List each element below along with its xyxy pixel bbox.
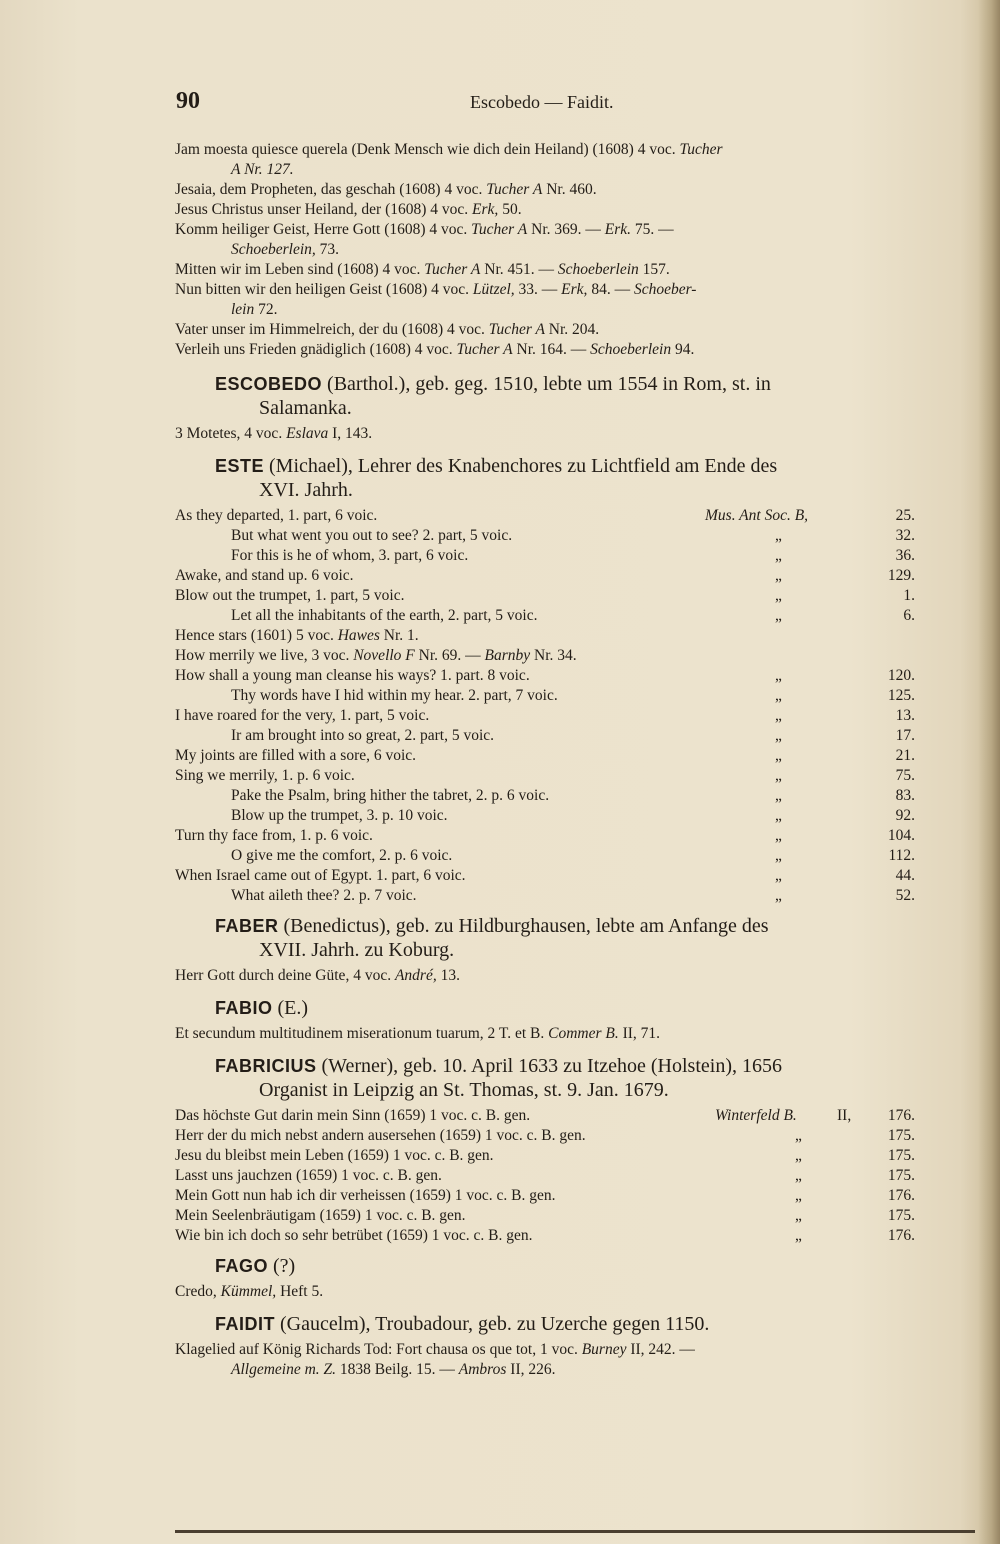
source: Erk, xyxy=(472,201,499,218)
reference: 157. xyxy=(638,261,670,278)
work-title: Et secundum multitudinem miserationum tuarum, 2 T. et B. xyxy=(175,1025,549,1042)
list-item xyxy=(175,1282,915,1302)
source: Schoeberlein, xyxy=(231,241,316,258)
list-item xyxy=(175,1206,915,1226)
source: Hawes xyxy=(337,627,380,644)
source: Mus. Ant Soc. B, xyxy=(705,507,809,524)
source: Tucher xyxy=(679,141,723,158)
reference: 33. — xyxy=(514,281,562,298)
ditto-mark: „ xyxy=(795,1147,802,1164)
entry-heading-faidit xyxy=(175,1312,915,1336)
work-title: Mein Gott nun hab ich dir verheissen (1659) 1 voc. c. B. gen. xyxy=(175,1187,556,1204)
ditto-mark: „ xyxy=(775,547,782,564)
composer-name: FAIDIT xyxy=(215,1314,275,1334)
ditto-mark: „ xyxy=(775,727,782,744)
composer-name: FABIO xyxy=(215,998,273,1018)
work-title: Das höchste Gut darin mein Sinn (1659) 1 voc. c. B. gen. xyxy=(175,1107,531,1124)
reference: 94. xyxy=(671,341,695,358)
list-item-continuation xyxy=(175,240,915,260)
list-item xyxy=(175,220,915,240)
composer-description: (Gaucelm), Troubadour, geb. zu Uzerche gegen 1150. xyxy=(275,1313,710,1335)
list-item xyxy=(175,786,915,806)
list-item xyxy=(175,424,915,444)
reference: 84. — xyxy=(587,281,634,298)
reference: Nr. 1. xyxy=(379,627,419,644)
list-item xyxy=(175,686,915,706)
work-title: 3 Motetes, 4 voc. xyxy=(175,425,287,442)
source: Schoeber- xyxy=(633,281,697,298)
page-reference: 92. xyxy=(895,807,915,824)
list-item xyxy=(175,140,915,160)
ditto-mark: „ xyxy=(775,567,782,584)
list-item xyxy=(175,626,915,646)
page-reference: 175. xyxy=(887,1127,915,1144)
list-item xyxy=(175,866,915,886)
composer-description: (E.) xyxy=(272,997,309,1019)
work-title: Herr der du mich nebst andern ausersehen (1659) 1 voc. c. B. gen. xyxy=(175,1127,586,1144)
list-item xyxy=(175,566,915,586)
page-reference: 32. xyxy=(895,527,915,544)
source: Erk. xyxy=(604,221,632,238)
intro-list xyxy=(175,140,915,360)
composer-name: FAGO xyxy=(215,1256,269,1276)
bottom-rule xyxy=(175,1530,975,1533)
source: Tucher A xyxy=(424,261,481,278)
ditto-mark: „ xyxy=(775,687,782,704)
page-reference: 52. xyxy=(895,887,915,904)
reference: 75. — xyxy=(631,221,674,238)
composer-name: FABRICIUS xyxy=(215,1056,317,1076)
work-title: Sing we merrily, 1. p. 6 voic. xyxy=(175,767,355,784)
reference: 50. xyxy=(498,201,522,218)
reference: II, 226. xyxy=(506,1361,556,1378)
page-reference: 17. xyxy=(895,727,915,744)
source: Tucher A xyxy=(488,321,545,338)
reference: 73. xyxy=(315,241,340,258)
reference: Nr. 204. xyxy=(544,321,600,338)
running-head xyxy=(0,88,1000,118)
work-title: Jesus Christus unser Heiland, der (1608) 4 voc. xyxy=(175,201,473,218)
composer-name: FABER xyxy=(215,916,279,936)
composer-description-continued: XVII. Jahrh. zu Koburg. xyxy=(259,939,455,961)
list-item xyxy=(175,766,915,786)
reference: Nr. 369. — xyxy=(527,221,605,238)
page-reference: 104. xyxy=(887,827,915,844)
page-reference: 175. xyxy=(887,1167,915,1184)
work-title: Let all the inhabitants of the earth, 2. part, 5 voic. xyxy=(231,607,538,624)
work-title: As they departed, 1. part, 6 voic. xyxy=(175,507,378,524)
work-title: Jam moesta quiesce querela (Denk Mensch wie dich dein Heiland) (1608) 4 voc. xyxy=(175,141,680,158)
list-item xyxy=(175,506,915,526)
page-reference: 75. xyxy=(895,767,915,784)
work-title: My joints are filled with a sore, 6 voic. xyxy=(175,747,417,764)
work-title: How merrily we live, 3 voc. xyxy=(175,647,354,664)
list-item xyxy=(175,1106,915,1126)
composer-description-continued: Organist in Leipzig an St. Thomas, st. 9. Jan. 1679. xyxy=(259,1079,669,1101)
ditto-mark: „ xyxy=(775,847,782,864)
ditto-mark: „ xyxy=(795,1227,802,1244)
ditto-mark: „ xyxy=(775,747,782,764)
work-title: Lasst uns jauchzen (1659) 1 voc. c. B. gen. xyxy=(175,1167,442,1184)
list-item xyxy=(175,826,915,846)
volume: II, xyxy=(837,1107,852,1124)
source: lein xyxy=(231,301,255,318)
composer-name: ESTE xyxy=(215,456,265,476)
page-reference: 175. xyxy=(887,1207,915,1224)
work-title: Pake the Psalm, bring hither the tabret, 2. p. 6 voic. xyxy=(231,787,550,804)
work-title: Verleih uns Frieden gnädiglich (1608) 4 voc. xyxy=(175,341,457,358)
ditto-mark: „ xyxy=(775,527,782,544)
entry-heading-faber xyxy=(175,914,915,962)
ditto-mark: „ xyxy=(775,587,782,604)
work-title: Jesu du bleibst mein Leben (1659) 1 voc. c. B. gen. xyxy=(175,1147,494,1164)
work-title: O give me the comfort, 2. p. 6 voic. xyxy=(231,847,453,864)
entry-heading-fago xyxy=(175,1254,915,1278)
source: Novello F xyxy=(353,647,415,664)
ditto-mark: „ xyxy=(775,807,782,824)
work-title: Wie bin ich doch so sehr betrübet (1659) 1 voc. c. B. gen. xyxy=(175,1227,533,1244)
source: Schoeberlein xyxy=(590,341,672,358)
page-number: 90 xyxy=(176,88,200,114)
reference: Nr. 34. xyxy=(530,647,577,664)
list-item xyxy=(175,1226,915,1246)
reference: Nr. 451. — xyxy=(480,261,558,278)
work-title: But what went you out to see? 2. part, 5 voic. xyxy=(231,527,513,544)
work-title: Komm heiliger Geist, Herre Gott (1608) 4 voc. xyxy=(175,221,472,238)
list-item xyxy=(175,526,915,546)
source: Tucher A xyxy=(486,181,543,198)
entry-heading-fabio xyxy=(175,996,915,1020)
page-content xyxy=(175,140,915,1380)
ditto-mark: „ xyxy=(775,827,782,844)
work-title: Klagelied auf König Richards Tod: Fort chausa os que tot, 1 voc. xyxy=(175,1341,582,1358)
list-item xyxy=(175,886,915,906)
work-title: Turn thy face from, 1. p. 6 voic. xyxy=(175,827,373,844)
este-works-list xyxy=(175,506,915,906)
list-item xyxy=(175,280,915,300)
list-item xyxy=(175,726,915,746)
reference: II, 242. — xyxy=(626,1341,695,1358)
list-item xyxy=(175,180,915,200)
work-title: Mitten wir im Leben sind (1608) 4 voc. xyxy=(175,261,425,278)
source: Tucher A xyxy=(471,221,528,238)
composer-description-continued: XVI. Jahrh. xyxy=(259,479,353,501)
reference: Heft 5. xyxy=(276,1283,324,1300)
reference: II, 71. xyxy=(618,1025,661,1042)
ditto-mark: „ xyxy=(795,1167,802,1184)
reference: 72. xyxy=(254,301,278,318)
ditto-mark: „ xyxy=(775,767,782,784)
ditto-mark: „ xyxy=(775,887,782,904)
page-reference: 44. xyxy=(895,867,915,884)
list-item xyxy=(175,340,915,360)
list-item xyxy=(175,260,915,280)
ditto-mark: „ xyxy=(795,1207,802,1224)
list-item xyxy=(175,1186,915,1206)
ditto-mark: „ xyxy=(775,607,782,624)
composer-description: (Benedictus), geb. zu Hildburghausen, lebte am Anfange des xyxy=(278,915,769,937)
list-item xyxy=(175,1126,915,1146)
page-reference: 176. xyxy=(887,1107,915,1124)
list-item-continuation xyxy=(175,300,915,320)
list-item xyxy=(175,586,915,606)
page-reference: 36. xyxy=(895,547,915,564)
page-reference: 21. xyxy=(895,747,915,764)
reference: I, 143. xyxy=(328,425,373,442)
entry-heading-este xyxy=(175,454,915,502)
list-item xyxy=(175,846,915,866)
page-reference: 129. xyxy=(887,567,915,584)
source: Allgemeine m. Z. xyxy=(231,1361,337,1378)
page-reference: 1. xyxy=(903,587,915,604)
reference: Nr. 69. — xyxy=(414,647,485,664)
source: Burney xyxy=(581,1341,627,1358)
work-title: Vater unser im Himmelreich, der du (1608) 4 voc. xyxy=(175,321,489,338)
composer-name: ESCOBEDO xyxy=(215,374,323,394)
page-reference: 13. xyxy=(895,707,915,724)
work-title: For this is he of whom, 3. part, 6 voic. xyxy=(231,547,469,564)
composer-description-continued: Salamanka. xyxy=(259,397,352,419)
work-title: Jesaia, dem Propheten, das geschah (1608) 4 voc. xyxy=(175,181,487,198)
page-reference: 6. xyxy=(903,607,915,624)
composer-description: (Barthol.), geb. geg. 1510, lebte um 1554 in Rom, st. in xyxy=(322,373,771,395)
page-reference: 176. xyxy=(887,1227,915,1244)
work-title: How shall a young man cleanse his ways? 1. part. 8 voic. xyxy=(175,667,530,684)
work-title: I have roared for the very, 1. part, 5 voic. xyxy=(175,707,430,724)
ditto-mark: „ xyxy=(775,867,782,884)
page-reference: 120. xyxy=(887,667,915,684)
work-title: Herr Gott durch deine Güte, 4 voc. xyxy=(175,967,395,984)
page-reference: 125. xyxy=(887,687,915,704)
work-title: Blow out the trumpet, 1. part, 5 voic. xyxy=(175,587,405,604)
reference: Nr. 164. — xyxy=(512,341,591,358)
work-title: When Israel came out of Egypt. 1. part, 6 voic. xyxy=(175,867,466,884)
list-item xyxy=(175,1340,915,1360)
source: Ambros xyxy=(458,1361,507,1378)
page-reference: 176. xyxy=(887,1187,915,1204)
running-head-title: Escobedo — Faidit. xyxy=(470,92,614,112)
composer-description: (?) xyxy=(268,1255,296,1277)
list-item xyxy=(175,806,915,826)
list-item xyxy=(175,200,915,220)
ditto-mark: „ xyxy=(775,667,782,684)
ditto-mark: „ xyxy=(795,1187,802,1204)
list-item xyxy=(175,646,915,666)
reference: Nr. 460. xyxy=(542,181,597,198)
work-title: Awake, and stand up. 6 voic. xyxy=(175,567,354,584)
list-item xyxy=(175,666,915,686)
page-edge-shadow xyxy=(978,0,1000,1544)
page-reference: 83. xyxy=(895,787,915,804)
composer-description: (Michael), Lehrer des Knabenchores zu Lichtfield am Ende des xyxy=(264,455,778,477)
list-item xyxy=(175,746,915,766)
list-item-continuation xyxy=(175,160,915,180)
list-item xyxy=(175,1166,915,1186)
source: Eslava xyxy=(286,425,329,442)
source: Schoeberlein xyxy=(557,261,639,278)
list-item xyxy=(175,606,915,626)
list-item xyxy=(175,546,915,566)
source: A Nr. 127. xyxy=(231,161,294,178)
work-title: What aileth thee? 2. p. 7 voic. xyxy=(231,887,417,904)
work-title: Blow up the trumpet, 3. p. 10 voic. xyxy=(231,807,448,824)
list-item xyxy=(175,1024,915,1044)
work-title: Nun bitten wir den heiligen Geist (1608) 4 voc. xyxy=(175,281,473,298)
work-title: Mein Seelenbräutigam (1659) 1 voc. c. B. gen. xyxy=(175,1207,466,1224)
reference: 1838 Beilg. 15. — xyxy=(336,1361,459,1378)
source: Erk, xyxy=(561,281,588,298)
fabricius-works-list xyxy=(175,1106,915,1246)
page-reference: 175. xyxy=(887,1147,915,1164)
list-item xyxy=(175,706,915,726)
work-title: Thy words have I hid within my hear. 2. part, 7 voic. xyxy=(231,687,558,704)
work-title: Credo, xyxy=(175,1283,221,1300)
source: André, xyxy=(394,967,437,984)
composer-description: (Werner), geb. 10. April 1633 zu Itzehoe (Holstein), 1656 xyxy=(316,1055,782,1077)
reference: 13. xyxy=(436,967,460,984)
source: Lützel, xyxy=(472,281,515,298)
entry-heading-fabricius xyxy=(175,1054,915,1102)
source: Barnby xyxy=(484,647,531,664)
work-title: Hence stars (1601) 5 voc. xyxy=(175,627,338,644)
list-item xyxy=(175,1146,915,1166)
work-title: Ir am brought into so great, 2. part, 5 voic. xyxy=(231,727,495,744)
list-item xyxy=(175,320,915,340)
ditto-mark: „ xyxy=(775,707,782,724)
page-reference: 112. xyxy=(888,847,915,864)
list-item-continuation xyxy=(175,1360,915,1380)
page-reference: 25. xyxy=(895,507,915,524)
ditto-mark: „ xyxy=(795,1127,802,1144)
source: Commer B. xyxy=(548,1025,619,1042)
source: Winterfeld B. xyxy=(715,1107,797,1124)
ditto-mark: „ xyxy=(775,787,782,804)
entry-heading-escobedo xyxy=(175,372,915,420)
source: Tucher A xyxy=(456,341,513,358)
list-item xyxy=(175,966,915,986)
source: Kümmel, xyxy=(220,1283,277,1300)
